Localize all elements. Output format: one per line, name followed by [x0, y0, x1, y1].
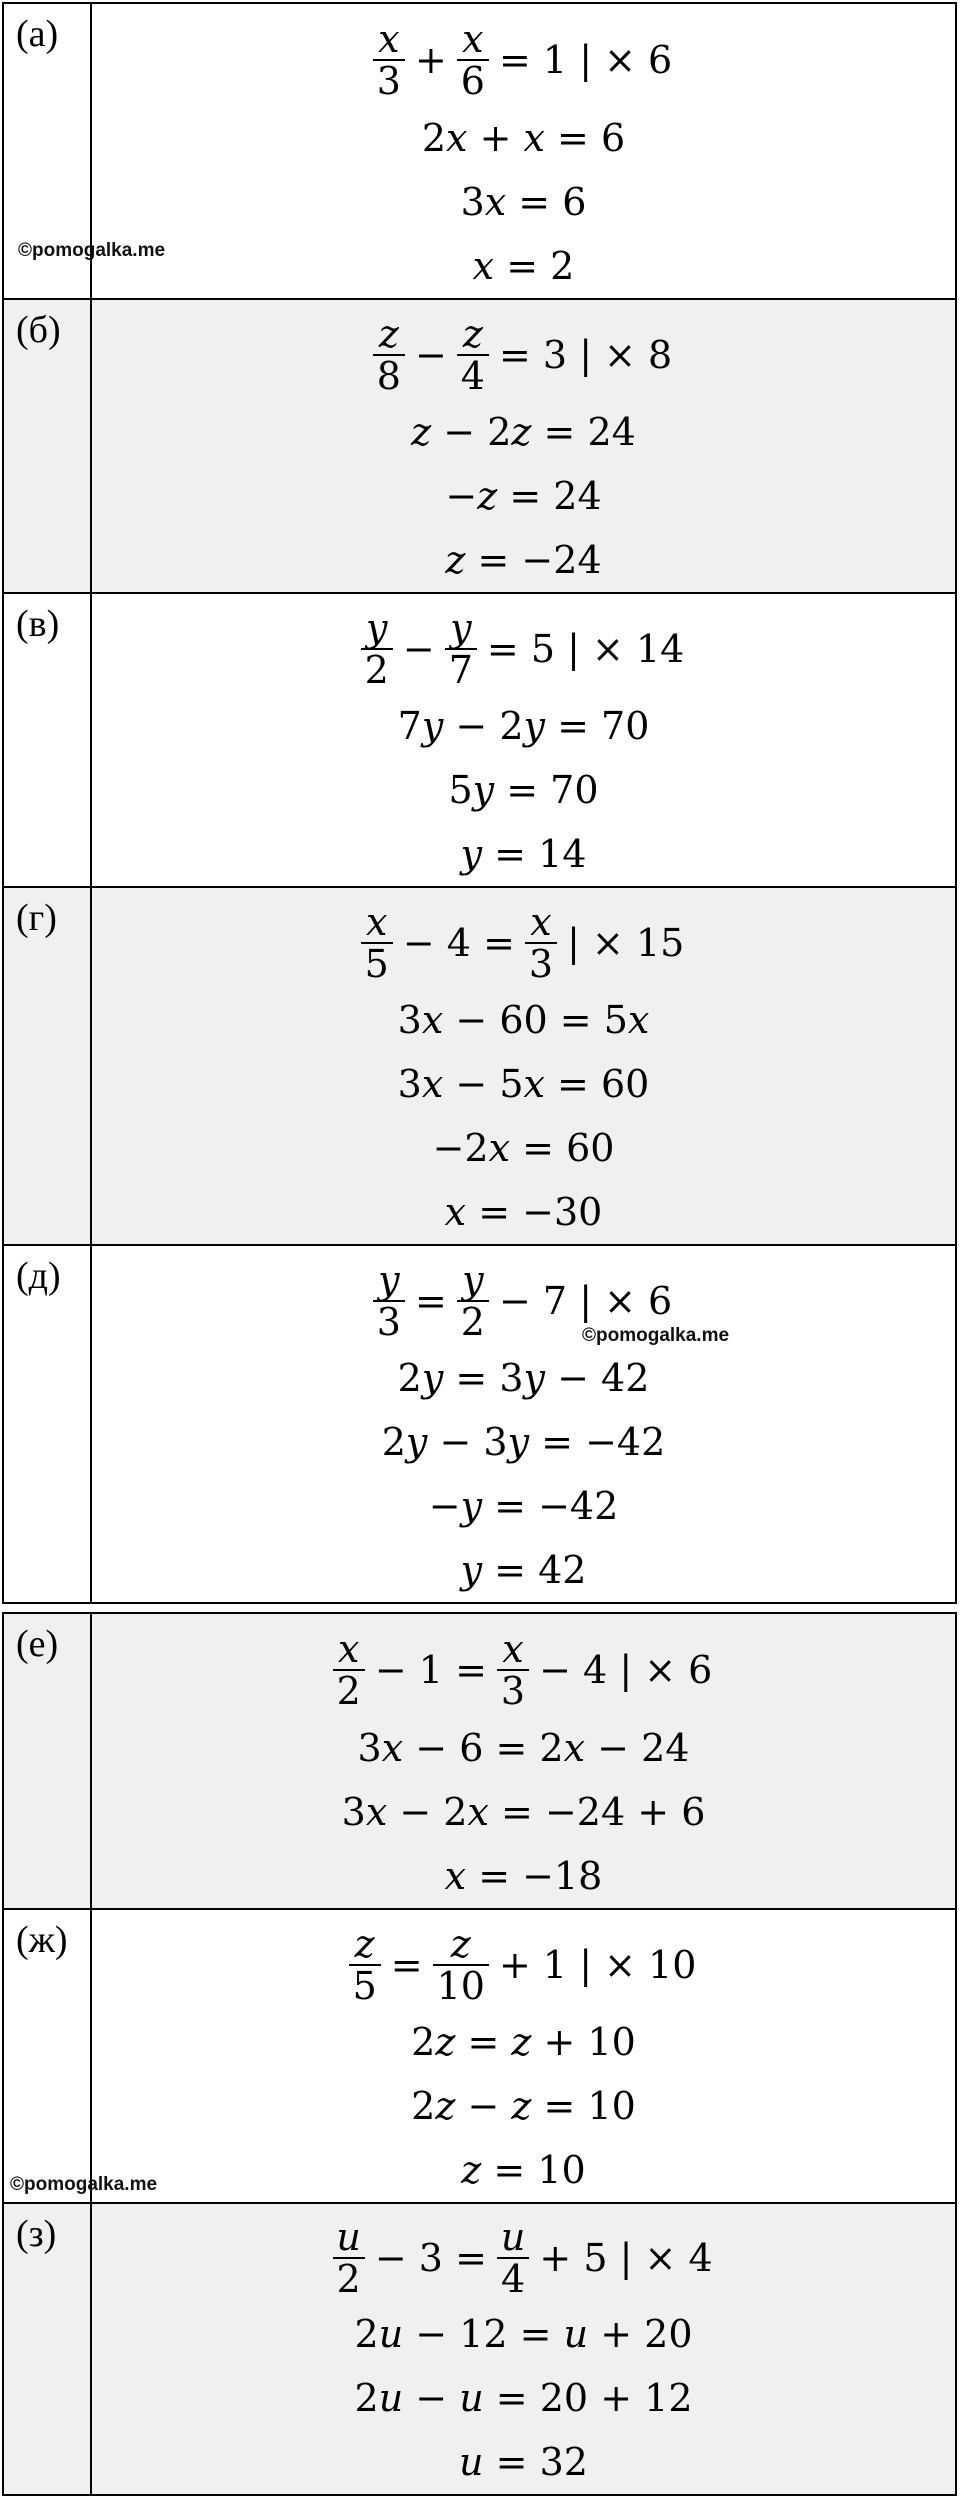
- denominator: 10: [433, 1964, 489, 2006]
- problem-row: [4, 886, 955, 1244]
- solution-step: 2z − z = 10: [411, 2084, 636, 2128]
- equation-term: − 1 =: [374, 1648, 487, 1692]
- fraction: [457, 19, 489, 101]
- numerator: y: [462, 1258, 484, 1302]
- numerator: z: [378, 312, 399, 356]
- numerator: z: [450, 1922, 471, 1966]
- problem-label: (а): [4, 4, 92, 298]
- equation-term: −: [414, 333, 447, 377]
- problem-row: [4, 2202, 955, 2494]
- fraction: [333, 1629, 365, 1711]
- watermark: ©pomogalka.me: [18, 240, 166, 261]
- problem-row: [4, 298, 955, 592]
- fraction: [332, 2217, 364, 2299]
- denominator: 3: [373, 1300, 405, 1342]
- numerator: z: [462, 312, 483, 356]
- equation-line: [369, 310, 678, 400]
- solution-step: u = 32: [459, 2440, 588, 2484]
- solution-step: 3x − 5x = 60: [397, 1062, 650, 1106]
- problem-label: (б): [4, 300, 92, 592]
- equation-term: −: [402, 627, 435, 671]
- denominator: 5: [361, 942, 393, 984]
- numerator: y: [366, 606, 388, 650]
- solution-step: z − 2z = 24: [411, 410, 636, 454]
- solution-cell: [92, 1910, 955, 2202]
- equation-line: [328, 2214, 718, 2302]
- equation-term: =: [414, 1279, 447, 1323]
- solution-step: x = 2: [472, 244, 575, 288]
- problem-label: (в): [4, 594, 92, 886]
- denominator: 6: [457, 59, 489, 101]
- denominator: 7: [445, 648, 477, 690]
- equation-term: = 3 | × 8: [498, 333, 673, 377]
- numerator: x: [338, 1627, 360, 1671]
- fraction: [497, 2217, 529, 2299]
- equation-line: [329, 1624, 719, 1716]
- equation-term: − 7 | × 6: [498, 1279, 673, 1323]
- problem-label: (е): [4, 1614, 92, 1908]
- solution-step: −y = −42: [428, 1484, 619, 1528]
- denominator: 4: [497, 2257, 529, 2299]
- solution-step: z = 10: [461, 2148, 586, 2192]
- problem-label: (г): [4, 888, 92, 1244]
- solution-cell: [92, 888, 955, 1244]
- fraction: [361, 608, 393, 690]
- denominator: 3: [525, 942, 557, 984]
- solution-step: 3x − 6 = 2x − 24: [357, 1726, 690, 1770]
- solution-cell: [92, 1614, 955, 1908]
- equation-term: + 1 | × 10: [498, 1943, 697, 1987]
- numerator: u: [336, 2215, 361, 2259]
- equation-term: + 5 | × 4: [539, 2236, 713, 2280]
- fraction: [373, 19, 405, 101]
- equation-term: +: [414, 38, 447, 82]
- problem-row: [4, 1614, 955, 1908]
- numerator: y: [450, 606, 472, 650]
- equation-line: [345, 1920, 703, 2010]
- solution-step: 5y = 70: [448, 768, 599, 812]
- solution-cell: [92, 4, 955, 298]
- equation-line: [357, 604, 691, 694]
- equation-term: | × 15: [567, 921, 685, 965]
- numerator: x: [378, 17, 400, 61]
- equation-term: − 3 =: [374, 2236, 487, 2280]
- solution-cell: [92, 594, 955, 886]
- equation-term: =: [390, 1943, 423, 1987]
- denominator: 5: [349, 1964, 381, 2006]
- problem-label: (ж): [4, 1910, 92, 2202]
- problem-label: (з): [4, 2204, 92, 2494]
- equation-term: = 5 | × 14: [486, 627, 685, 671]
- solution-cell: [92, 2204, 955, 2494]
- numerator: x: [462, 17, 484, 61]
- solution-step: y = 42: [460, 1548, 587, 1592]
- fraction: [497, 1629, 529, 1711]
- denominator: 2: [333, 2257, 365, 2299]
- fraction: [433, 1924, 489, 2006]
- denominator: 3: [373, 59, 405, 101]
- solution-step: 7y − 2y = 70: [397, 704, 650, 748]
- solution-step: 3x − 2x = −24 + 6: [341, 1790, 706, 1834]
- fraction: [457, 1260, 489, 1342]
- fraction: [457, 314, 489, 396]
- solution-step: 2x + x = 6: [421, 116, 626, 160]
- numerator: z: [354, 1922, 375, 1966]
- solution-step: x = −30: [444, 1190, 603, 1234]
- numerator: u: [500, 2215, 526, 2259]
- fraction: [445, 608, 477, 690]
- problem-label: (д): [4, 1246, 92, 1602]
- solution-step: 3x − 60 = 5x: [397, 998, 650, 1042]
- solution-cell: [92, 1246, 955, 1602]
- equation-line: [369, 14, 678, 106]
- fraction: [373, 1260, 405, 1342]
- solution-step: 2y = 3y − 42: [397, 1356, 650, 1400]
- denominator: 4: [457, 354, 489, 396]
- numerator: x: [366, 900, 388, 944]
- solutions-table-2: [2, 1612, 957, 2496]
- numerator: x: [502, 1627, 524, 1671]
- solution-step: 2u − u = 20 + 12: [354, 2376, 693, 2420]
- fraction: [373, 314, 405, 396]
- solution-cell: [92, 300, 955, 592]
- problem-row: [4, 1908, 955, 2202]
- denominator: 3: [497, 1669, 529, 1711]
- denominator: 8: [373, 354, 405, 396]
- equation-term: = 1 | × 6: [498, 38, 673, 82]
- equation-line: [357, 898, 691, 988]
- solution-step: 2u − 12 = u + 20: [354, 2312, 693, 2356]
- watermark: ©pomogalka.me: [10, 2174, 158, 2195]
- denominator: 2: [457, 1300, 489, 1342]
- solution-step: y = 14: [460, 832, 587, 876]
- solution-step: z = −24: [445, 538, 602, 582]
- solution-step: 2y − 3y = −42: [381, 1420, 666, 1464]
- solution-step: 3x = 6: [460, 180, 587, 224]
- solution-step: 2z = z + 10: [411, 2020, 636, 2064]
- solution-step: −2x = 60: [432, 1126, 615, 1170]
- equation-term: − 4 | × 6: [539, 1648, 713, 1692]
- denominator: 2: [333, 1669, 365, 1711]
- fraction: [349, 1924, 381, 2006]
- equation-term: − 4 =: [402, 921, 515, 965]
- numerator: x: [530, 900, 552, 944]
- problem-row: [4, 1244, 955, 1602]
- denominator: 2: [361, 648, 393, 690]
- problem-row: [4, 592, 955, 886]
- fraction: [361, 902, 393, 984]
- solution-step: x = −18: [444, 1854, 603, 1898]
- solution-step: −z = 24: [445, 474, 602, 518]
- numerator: y: [378, 1258, 400, 1302]
- watermark: ©pomogalka.me: [582, 1325, 730, 1346]
- fraction: [525, 902, 557, 984]
